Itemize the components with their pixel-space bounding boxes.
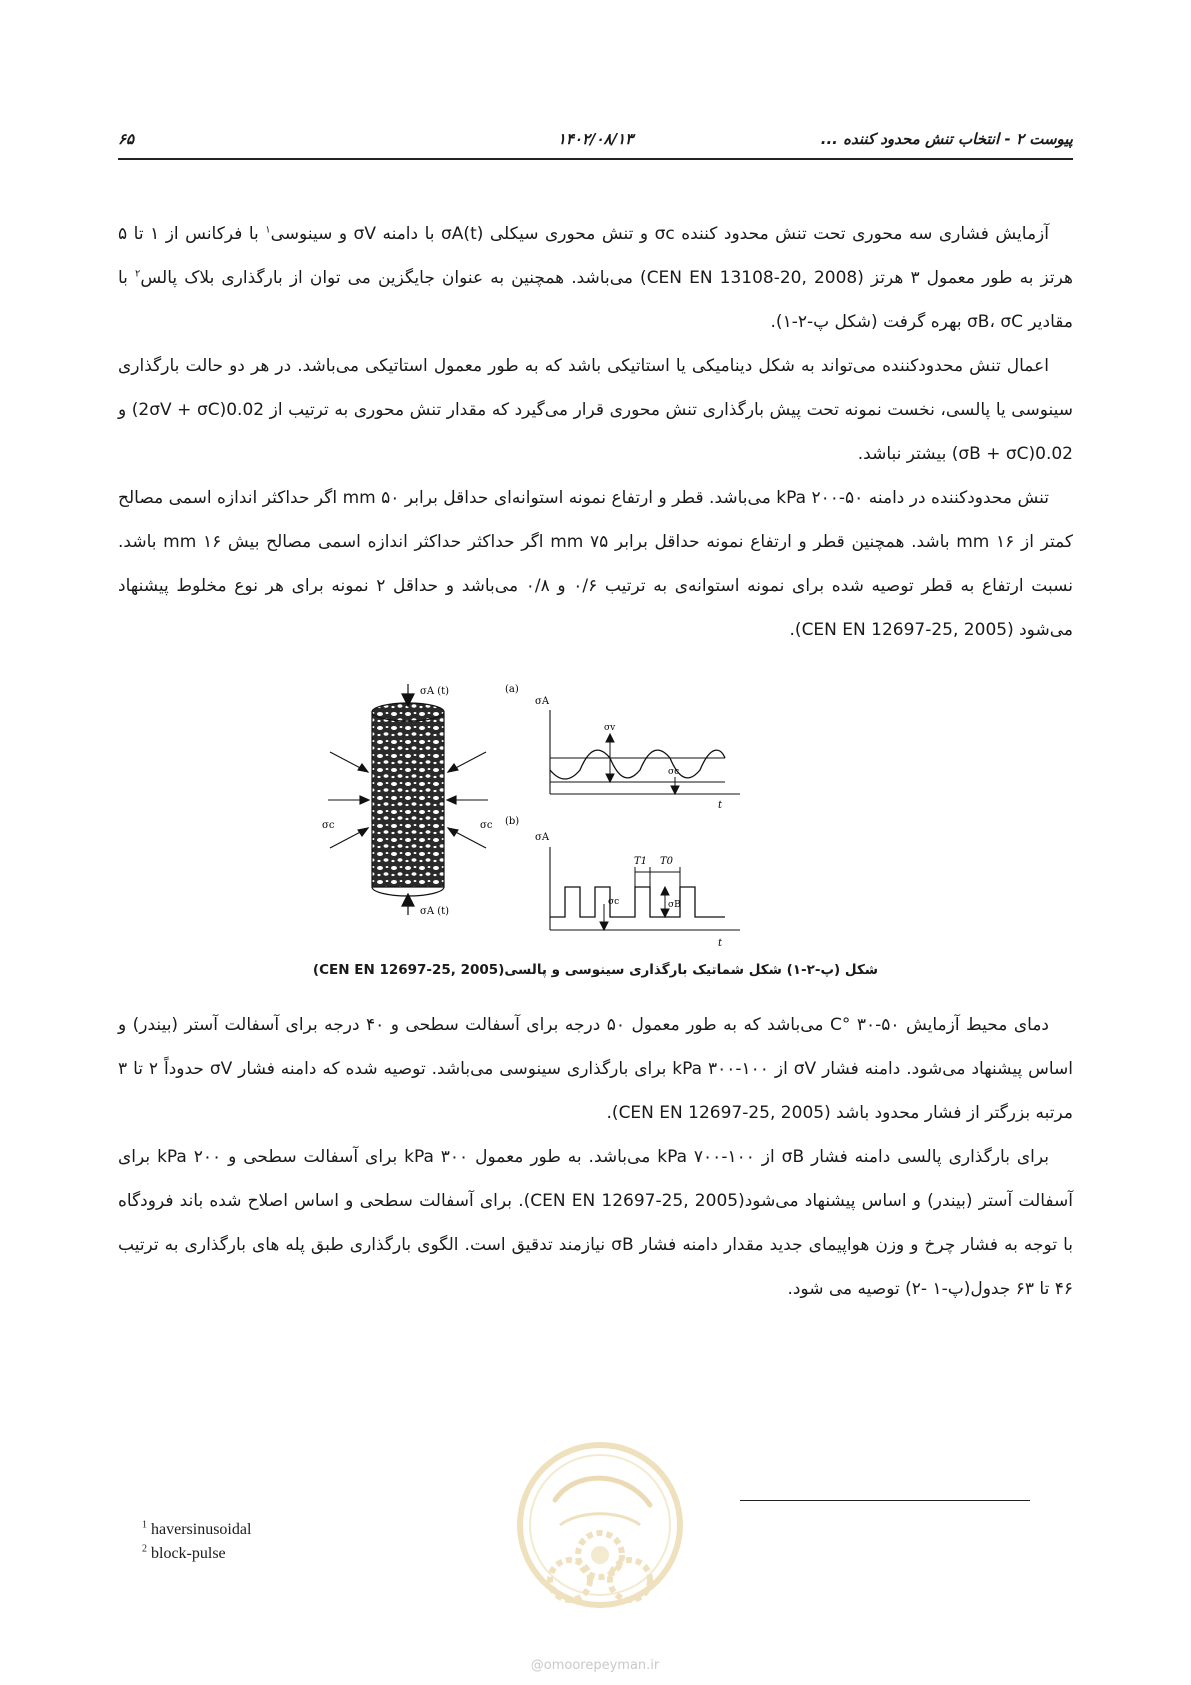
watermark-url: @omoorepeyman.ir [530, 1658, 660, 1673]
paragraph-1-part-c: با مقادیر σB، σC بهره گرفت (شکل پ-۲-۱). [118, 268, 1073, 332]
specimen-sigma-c-right: σc [480, 820, 493, 831]
panel-a-x-label: t [718, 800, 723, 811]
footnote-2 [142, 1542, 251, 1566]
footnote-ref-1: ۱ [265, 224, 271, 236]
panel-a-sigma-c: σc [668, 767, 680, 777]
specimen-cylinder [372, 703, 444, 896]
specimen-sigma-A-top: σA (t) [420, 686, 450, 697]
footnote-divider [740, 1500, 1030, 1501]
watermark-seal-icon [500, 1430, 700, 1660]
page-number: ۶۵ [118, 130, 135, 148]
panel-a-sigma-v: σv [604, 723, 616, 733]
panel-b-y-label: σA [535, 832, 550, 843]
figure-caption: شکل (پ-۲-۱) شکل شماتیک بارگذاری سینوسی و پالسی(CEN EN 12697-25, 2005) [312, 962, 879, 978]
header-divider [118, 158, 1073, 160]
footnote-1 [142, 1518, 251, 1542]
loading-schematic-figure [320, 682, 820, 952]
panel-b-pulse-wave [550, 887, 725, 917]
footnote-2-number: 2 [142, 1543, 147, 1555]
figure-svg [320, 682, 820, 952]
paragraph-1-part-a: آزمایش فشاری سه محوری تحت تنش محدود کننده σc و تنش محوری سیکلی σA(t) با دامنه σV و سینوسی [270, 224, 1049, 244]
paragraph-1-part-b: با فرکانس از ۱ تا ۵ هرتز به طور معمول ۳ هرتز (CEN EN 13108-20, 2008) می‌باشد. همچنین به عنوان جایگزین می توان از بارگذاری بلاک پالس [118, 224, 1073, 288]
panel-label-b: (b) [505, 816, 520, 827]
footnote-2-text: block-pulse [151, 1545, 226, 1562]
specimen-sigma-A-bottom: σA (t) [420, 906, 450, 917]
watermark-logo [500, 1430, 700, 1680]
body-text-bottom [118, 1003, 1073, 1311]
specimen-sigma-c-left: σc [322, 820, 335, 831]
panel-b-sigma-c: σc [608, 897, 620, 907]
panel-a-y-label: σA [535, 696, 550, 707]
panel-b-x-label: t [718, 938, 723, 949]
paragraph-5: برای بارگذاری پالسی دامنه فشار σB از ۱۰۰-۷۰۰ kPa می‌باشد. به طور معمول ۳۰۰ kPa برای آسفالت سطحی و ۲۰۰ kPa برای آسفالت آستر (بیندر) و اساس پیشنهاد می‌شود(CEN EN 12697-25, 2005). برای آسفالت سطحی و اساس اصلاح شده باند فرودگاه با توجه به فشار چرخ و وزن هواپیمای جدید مقدار دامنه فشار σB نیازمند تدقیق است. الگوی بارگذاری طبق پله های بارگذاری به ترتیب ۴۶ تا ۶۳ جدول(پ-۱ -۲) توصیه می شود. [118, 1147, 1073, 1299]
panel-b-sigma-B: σB [668, 900, 681, 910]
panel-b-T1: T1 [634, 856, 648, 867]
paragraph-4: دمای محیط آزمایش ۵۰-۳۰ °C می‌باشد که به طور معمول ۵۰ درجه برای آسفالت سطحی و ۴۰ درجه برای آسفالت آستر (بیندر) و اساس پیشنهاد می‌شود. دامنه فشار σV از ۱۰۰-۳۰۰ kPa برای بارگذاری سینوسی می‌باشد. توصیه شده که دامنه فشار σV حدوداً ۲ تا ۳ مرتبه بزرگتر از فشار محدود باشد (CEN EN 12697-25, 2005). [118, 1015, 1074, 1123]
panel-b-T0: T0 [660, 856, 674, 867]
footnote-1-number: 1 [142, 1519, 147, 1531]
page-header [118, 130, 1073, 156]
header-date: ۱۴۰۲/۰۸/۱۳ [557, 130, 634, 148]
paragraph-2: اعمال تنش محدودکننده می‌تواند به شکل دینامیکی یا استاتیکی باشد که به طور معمول استاتیکی می‌باشد. در هر دو حالت بارگذاری سینوسی یا پالسی، نخست نمونه تحت پیش بارگذاری تنش محوری قرار می‌گیرد که مقدار تنش محوری به ترتیب از 0.02(2σV + σC) و 0.02(σB + σC) بیشتر نباشد. [118, 356, 1073, 464]
footnote-ref-2: ۲ [135, 268, 141, 280]
panel-a-sine-wave [550, 750, 725, 779]
footnote-1-text: haversinusoidal [151, 1521, 252, 1538]
paragraph-1 [118, 212, 1073, 344]
header-section-title: پیوست ۲ - انتخاب تنش محدود کننده ... [820, 130, 1073, 148]
panel-label-a: (a) [505, 684, 519, 695]
paragraph-3: تنش محدودکننده در دامنه ۵۰-۲۰۰ kPa می‌باشد. قطر و ارتفاع نمونه استوانه‌ای حداقل برابر ۵۰ mm اگر حداکثر اندازه اسمی مصالح کمتر از ۱۶ mm باشد. همچنین قطر و ارتفاع نمونه حداقل برابر ۷۵ mm اگر حداکثر حداکثر اندازه اسمی مصالح بیش ۱۶ mm باشد. نسبت ارتفاع به قطر توصیه شده برای نمونه استوانه‌ی به ترتیب ۰/۶ و ۰/۸ می‌باشد و حداقل ۲ نمونه برای هر نوع مخلوط پیشنهاد می‌شود (CEN EN 12697-25, 2005). [118, 488, 1074, 640]
body-text-top [118, 212, 1073, 652]
footnotes [142, 1518, 251, 1566]
